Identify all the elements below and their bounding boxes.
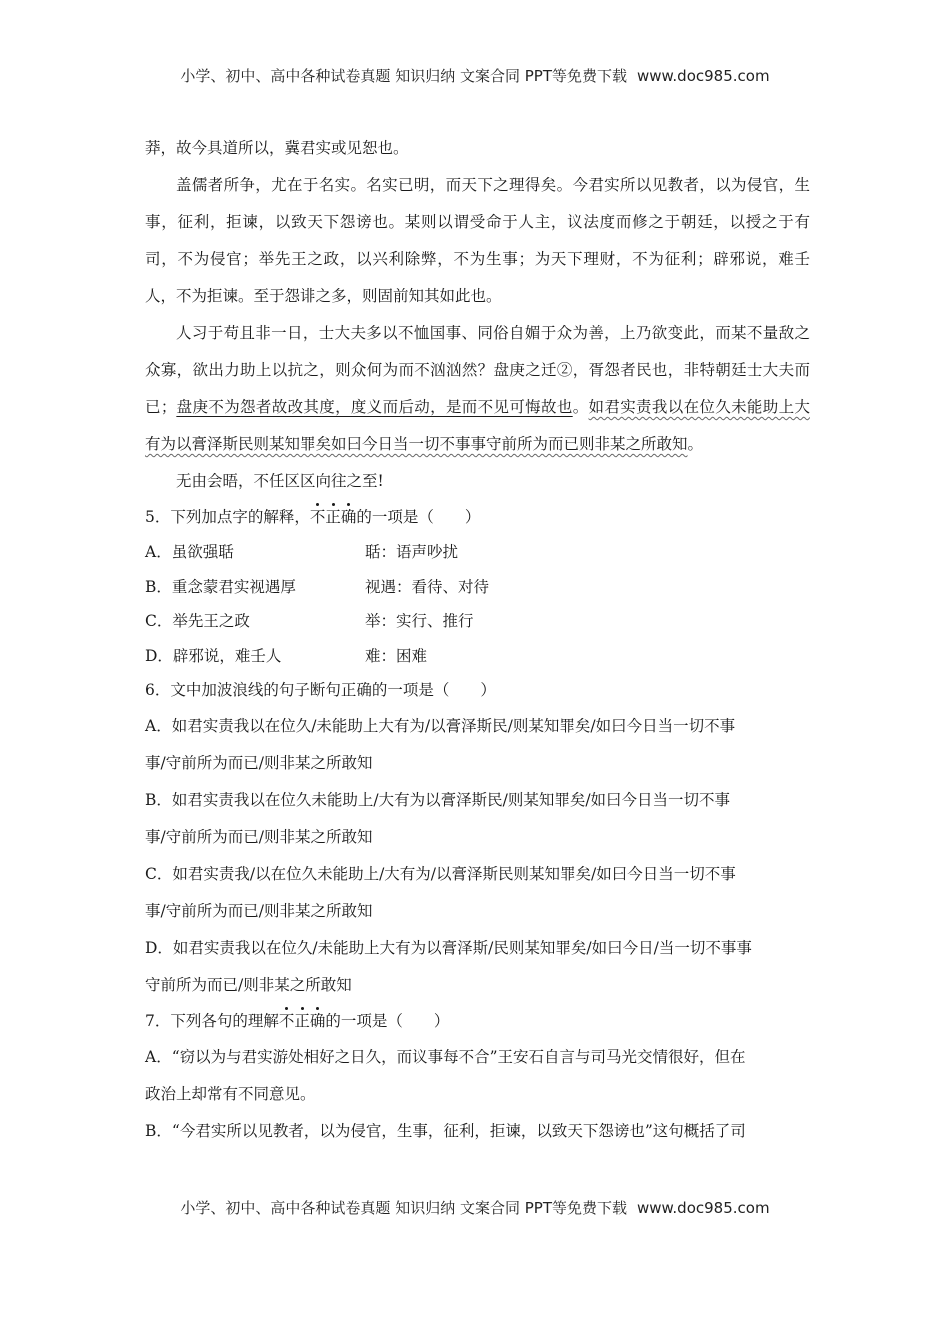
page-header [0,65,950,86]
dotted-char: 不 [278,1012,295,1030]
passage-paragraph-4: 无由会晤，不任区区向往之至! [176,472,384,490]
question-6-option-a-line-2: 事/守前所为而已/则非某之所敢知 [145,754,373,772]
question-5-option-c [145,604,810,639]
option-right: 举：实行、推行 [365,612,474,630]
dotted-char: 正 [294,1012,310,1030]
question-6-option-d-line-2: 守前所为而已/则非某之所敢知 [145,976,352,994]
stem-text: 的一项是（ ） [325,1012,450,1030]
question-6-option-d-line-1: D．如君实责我以在位久/未能助上大有为以膏泽斯/民则某知罪矣/如曰今日/当一切不事事 [145,939,752,957]
passage-paragraph-3 [145,315,810,463]
document-body [145,130,810,1150]
dotted-char: 不 [309,508,326,526]
option-right: 难：困难 [365,646,428,665]
option-left: B．重念蒙君实视遇厚 [145,577,296,596]
footer-text: 小学、初中、高中各种试卷真题 知识归纳 文案合同 PPT等免费下载 [180,1199,627,1217]
dotted-char: 正 [325,508,341,526]
question-6-option-a-line-1: A．如君实责我以在位久/未能助上大有为/以膏泽斯民/则某知罪矣/如曰今日当一切不事 [145,717,736,735]
dotted-char: 确 [309,1012,326,1030]
stem-text: 7．下列各句的理解 [145,1012,279,1030]
question-7-option-a-line-2: 政治上却常有不同意见。 [145,1085,316,1103]
header-text: 小学、初中、高中各种试卷真题 知识归纳 文案合同 PPT等免费下载 [180,67,627,85]
passage-paragraph-1: 莽，故今具道所以，冀君实或见恕也。 [145,139,409,157]
dotted-char: 确 [340,508,357,526]
question-7-option-b-line-1: B．“今君实所以见教者，以为侵官，生事，征利，拒谏，以致天下怨谤也”这句概括了司 [145,1122,746,1140]
question-6-option-c-line-1: C．如君实责我/以在位久未能助上/大有为/以膏泽斯民则某知罪矣/如曰今日当一切不事 [145,865,736,883]
wavy-underlined-sentence: 如君实责我以在位久未能助上大有为以膏泽斯民则某知罪矣如曰今日当一切不事事守前所为而已则非某之所敢知 [145,398,810,453]
underlined-sentence: 盘庚不为怨者故改其度，度义而后动，是而不见可悔故也 [176,398,573,416]
option-right: 视遇：看待、对待 [365,577,490,596]
footer-url[interactable]: www.doc985.com [636,1199,770,1217]
question-6-option-b-line-2: 事/守前所为而已/则非某之所敢知 [145,828,373,846]
page-footer [0,1197,950,1218]
question-7-stem [145,1004,810,1039]
question-6-stem: 6．文中加波浪线的句子断句正确的一项是（ ） [145,681,496,699]
header-url[interactable]: www.doc985.com [636,67,770,85]
question-5-option-d [145,639,810,674]
passage-text: 人习于苟且非一日，士大夫多以不恤国事、同俗自媚于众为善，上乃欲变此，而某不量敌之众寡，欲出力助上以抗之，则众何为而不汹汹然？盘庚之迁②，胥怨者民也，非特朝廷士大夫而已； [145,324,810,416]
question-5-option-a [145,535,810,570]
option-left: D．辟邪说，难壬人 [145,646,282,665]
passage-paragraph-2: 盖儒者所争，尤在于名实。名实已明，而天下之理得矣。今君实所以见教者，以为侵官，生事，征利，拒谏，以致天下怨谤也。某则以谓受命于人主，议法度而修之于朝廷，以授之于有司，不为侵官；举先王之政，以兴利除弊，不为生事；为天下理财，不为征利；辟邪说，难壬人，不为拒谏。至于怨诽之多，则固前知其如此也。 [145,176,810,305]
question-6-option-c-line-2: 事/守前所为而已/则非某之所敢知 [145,902,373,920]
question-7-option-a-line-1: A．“窃以为与君实游处相好之日久，而议事每不合”王安石自言与司马光交情很好，但在 [145,1048,746,1066]
stem-text: 5．下列加点字的解释， [145,508,310,526]
option-right: 聒：语声吵扰 [365,543,459,561]
option-left: A．虽欲强聒 [145,543,234,561]
question-6-option-b-line-1: B．如君实责我以在位久未能助上/大有为以膏泽斯民/则某知罪矣/如曰今日当一切不事 [145,791,731,809]
punctuation: 。 [572,398,589,416]
question-5-option-b [145,570,810,605]
stem-text: 的一项是（ ） [356,508,481,526]
question-5-stem [145,500,810,535]
punctuation: 。 [687,435,704,453]
option-left: C．举先王之政 [145,612,250,630]
